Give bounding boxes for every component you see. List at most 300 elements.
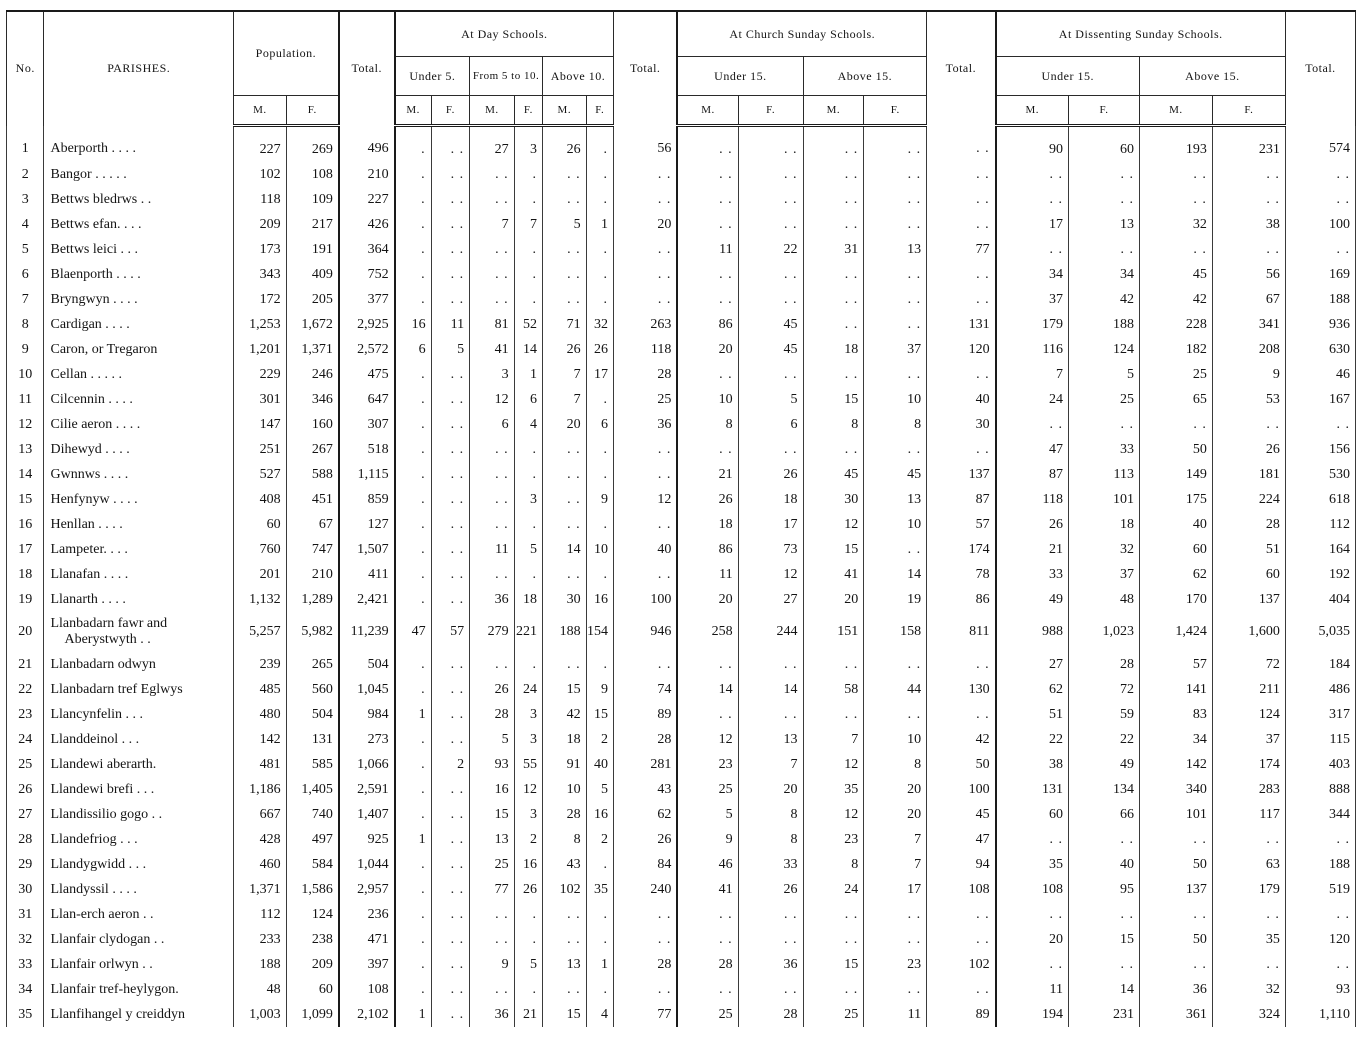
row-number: 25 (7, 752, 44, 777)
cell-cu15f: 244 (738, 612, 803, 652)
cell-pt: 426 (339, 212, 395, 237)
cell-ca15m: 30 (803, 487, 864, 512)
cell-da15m: . . (1139, 187, 1212, 212)
cell-f5f: 3 (514, 126, 542, 163)
cell-f5f: . (514, 262, 542, 287)
cell-dt: 84 (614, 852, 678, 877)
cell-a10m: 14 (543, 537, 587, 562)
cell-ca15f: . . (864, 537, 927, 562)
cell-cu15f: 18 (738, 487, 803, 512)
cell-dtt: 403 (1285, 752, 1355, 777)
cell-u5m: . (395, 977, 431, 1002)
parish-name: Llandewi brefi . . . (44, 777, 234, 802)
row-number: 28 (7, 827, 44, 852)
cell-da15m: 42 (1139, 287, 1212, 312)
cell-ca15f: . . (864, 287, 927, 312)
cell-pf: 210 (286, 562, 339, 587)
cell-u5m: . (395, 412, 431, 437)
cell-dt: . . (614, 187, 678, 212)
cell-da15f: 37 (1212, 727, 1285, 752)
cell-dtt: 156 (1285, 437, 1355, 462)
cell-ct: . . (927, 927, 996, 952)
cell-pm: 1,253 (233, 312, 286, 337)
cell-f5m: 28 (470, 702, 515, 727)
cell-ca15m: 12 (803, 802, 864, 827)
cell-u5m: . (395, 487, 431, 512)
cell-du15f: 124 (1069, 337, 1140, 362)
cell-a10m: . . (543, 237, 587, 262)
cell-ct: 108 (927, 877, 996, 902)
cell-du15m: 90 (996, 126, 1069, 163)
cell-pt: 127 (339, 512, 395, 537)
cell-dtt: 164 (1285, 537, 1355, 562)
cell-du15m: 21 (996, 537, 1069, 562)
cell-pt: 1,115 (339, 462, 395, 487)
cell-ct: . . (927, 162, 996, 187)
cell-dt: 28 (614, 727, 678, 752)
cell-u5f: . . (431, 437, 470, 462)
table-row (7, 387, 1356, 412)
cell-pm: 481 (233, 752, 286, 777)
cell-cu15f: . . (738, 652, 803, 677)
cell-du15f: 32 (1069, 537, 1140, 562)
cell-da15m: 50 (1139, 852, 1212, 877)
cell-dt: 89 (614, 702, 678, 727)
cell-du15f: 101 (1069, 487, 1140, 512)
cell-a10f: 17 (586, 362, 613, 387)
row-number: 29 (7, 852, 44, 877)
parish-name: Llanfair clydogan . . (44, 927, 234, 952)
header-day-total: Total. (614, 11, 678, 126)
cell-pf: 1,371 (286, 337, 339, 362)
cell-da15f: 9 (1212, 362, 1285, 387)
cell-ct: . . (927, 902, 996, 927)
parish-name: Llanddeinol . . . (44, 727, 234, 752)
cell-pf: 109 (286, 187, 339, 212)
cell-ca15f: 10 (864, 727, 927, 752)
cell-pm: 173 (233, 237, 286, 262)
cell-da15f: 341 (1212, 312, 1285, 337)
header-u5-m: M. (395, 96, 431, 126)
cell-da15f: . . (1212, 902, 1285, 927)
cell-ct: 78 (927, 562, 996, 587)
cell-a10m: 188 (543, 612, 587, 652)
cell-u5f: 57 (431, 612, 470, 652)
cell-a10f: 5 (586, 777, 613, 802)
row-number: 16 (7, 512, 44, 537)
cell-f5m: . . (470, 262, 515, 287)
cell-u5m: . (395, 287, 431, 312)
cell-pf: 1,405 (286, 777, 339, 802)
cell-ca15f: 44 (864, 677, 927, 702)
header-du15-m: M. (996, 96, 1069, 126)
cell-pf: 209 (286, 952, 339, 977)
cell-u5f: . . (431, 1002, 470, 1027)
cell-dt: . . (614, 652, 678, 677)
table-row (7, 702, 1356, 727)
row-number: 2 (7, 162, 44, 187)
cell-ca15f: 23 (864, 952, 927, 977)
cell-dtt: 936 (1285, 312, 1355, 337)
cell-pf: 191 (286, 237, 339, 262)
cell-u5m: 1 (395, 827, 431, 852)
header-dissenting-total: Total. (1285, 11, 1355, 126)
table-row (7, 827, 1356, 852)
cell-f5f: 5 (514, 537, 542, 562)
table-row (7, 237, 1356, 262)
cell-du15f: 28 (1069, 652, 1140, 677)
cell-pt: 496 (339, 126, 395, 163)
cell-u5m: . (395, 437, 431, 462)
row-number: 15 (7, 487, 44, 512)
cell-dtt: 93 (1285, 977, 1355, 1002)
cell-u5m: . (395, 212, 431, 237)
header-ca15-m: M. (803, 96, 864, 126)
cell-pf: 108 (286, 162, 339, 187)
cell-pt: 236 (339, 902, 395, 927)
cell-ca15m: 25 (803, 1002, 864, 1027)
cell-du15f: 188 (1069, 312, 1140, 337)
cell-f5f: . (514, 902, 542, 927)
cell-u5f: . . (431, 902, 470, 927)
table-row (7, 412, 1356, 437)
cell-u5m: . (395, 362, 431, 387)
cell-dt: 12 (614, 487, 678, 512)
cell-u5f: . . (431, 927, 470, 952)
header-under-5: Under 5. (395, 57, 470, 96)
cell-du15m: . . (996, 162, 1069, 187)
cell-u5f: . . (431, 777, 470, 802)
cell-ca15f: 8 (864, 412, 927, 437)
cell-ct: . . (927, 287, 996, 312)
cell-f5m: 41 (470, 337, 515, 362)
cell-pm: 112 (233, 902, 286, 927)
cell-dt: . . (614, 977, 678, 1002)
parish-name: Cardigan . . . . (44, 312, 234, 337)
cell-pt: 307 (339, 412, 395, 437)
header-cu15-f: F. (738, 96, 803, 126)
cell-dtt: 317 (1285, 702, 1355, 727)
cell-a10f: 154 (586, 612, 613, 652)
table-row (7, 312, 1356, 337)
cell-du15m: 51 (996, 702, 1069, 727)
table-row (7, 126, 1356, 163)
cell-ct: 137 (927, 462, 996, 487)
cell-ca15f: . . (864, 927, 927, 952)
parish-name: Caron, or Tregaron (44, 337, 234, 362)
cell-pm: 48 (233, 977, 286, 1002)
cell-dt: 36 (614, 412, 678, 437)
cell-ca15m: 23 (803, 827, 864, 852)
cell-u5m: . (395, 187, 431, 212)
cell-cu15m: . . (677, 262, 738, 287)
row-number: 18 (7, 562, 44, 587)
cell-u5f: . . (431, 652, 470, 677)
table-row (7, 262, 1356, 287)
cell-f5f: 18 (514, 587, 542, 612)
cell-a10m: 28 (543, 802, 587, 827)
cell-a10f: 2 (586, 727, 613, 752)
cell-u5m: . (395, 587, 431, 612)
cell-u5m: . (395, 652, 431, 677)
cell-f5m: 15 (470, 802, 515, 827)
cell-cu15m: 25 (677, 777, 738, 802)
cell-pf: 409 (286, 262, 339, 287)
cell-u5f: . . (431, 512, 470, 537)
cell-u5m: 6 (395, 337, 431, 362)
cell-cu15m: 20 (677, 587, 738, 612)
cell-a10m: 7 (543, 387, 587, 412)
cell-da15f: . . (1212, 412, 1285, 437)
cell-f5m: . . (470, 652, 515, 677)
cell-u5f: . . (431, 262, 470, 287)
cell-pt: 2,925 (339, 312, 395, 337)
cell-u5f: . . (431, 387, 470, 412)
cell-dtt: . . (1285, 237, 1355, 262)
cell-a10m: . . (543, 562, 587, 587)
cell-a10m: 20 (543, 412, 587, 437)
cell-cu15f: . . (738, 212, 803, 237)
cell-dt: 62 (614, 802, 678, 827)
cell-a10m: . . (543, 437, 587, 462)
row-number: 13 (7, 437, 44, 462)
cell-pf: 560 (286, 677, 339, 702)
cell-u5m: . (395, 777, 431, 802)
cell-u5m: . (395, 462, 431, 487)
cell-cu15m: 18 (677, 512, 738, 537)
cell-ca15m: . . (803, 187, 864, 212)
cell-ca15m: 12 (803, 752, 864, 777)
cell-da15f: 181 (1212, 462, 1285, 487)
cell-da15m: . . (1139, 952, 1212, 977)
cell-pf: 269 (286, 126, 339, 163)
cell-du15m: 24 (996, 387, 1069, 412)
parish-name: Llandewi aberarth. (44, 752, 234, 777)
cell-du15f: 40 (1069, 852, 1140, 877)
cell-pm: 172 (233, 287, 286, 312)
cell-f5f: 6 (514, 387, 542, 412)
cell-ca15f: . . (864, 362, 927, 387)
cell-ct: 47 (927, 827, 996, 852)
cell-cu15m: 25 (677, 1002, 738, 1027)
cell-f5f: 3 (514, 702, 542, 727)
cell-f5m: . . (470, 187, 515, 212)
cell-f5f: 14 (514, 337, 542, 362)
table-row (7, 162, 1356, 187)
cell-f5m: 27 (470, 126, 515, 163)
cell-dtt: 530 (1285, 462, 1355, 487)
cell-du15m: 38 (996, 752, 1069, 777)
cell-du15m: 47 (996, 437, 1069, 462)
cell-pf: 205 (286, 287, 339, 312)
cell-ca15m: 15 (803, 387, 864, 412)
parish-name: Bettws leici . . . (44, 237, 234, 262)
cell-da15f: 60 (1212, 562, 1285, 587)
cell-ca15m: . . (803, 126, 864, 163)
cell-f5m: 25 (470, 852, 515, 877)
table-row (7, 852, 1356, 877)
cell-dtt: 169 (1285, 262, 1355, 287)
cell-ct: 87 (927, 487, 996, 512)
table-row (7, 537, 1356, 562)
cell-dt: 240 (614, 877, 678, 902)
cell-da15f: . . (1212, 952, 1285, 977)
cell-a10f: . (586, 927, 613, 952)
cell-cu15f: 8 (738, 802, 803, 827)
parish-name: Aberporth . . . . (44, 126, 234, 163)
cell-ca15f: 17 (864, 877, 927, 902)
cell-f5f: . (514, 237, 542, 262)
row-number: 14 (7, 462, 44, 487)
table-row (7, 902, 1356, 927)
parish-name-line-2: Aberystwyth . . (64, 632, 151, 647)
cell-a10f: . (586, 512, 613, 537)
cell-cu15m: . . (677, 977, 738, 1002)
cell-u5f: . . (431, 162, 470, 187)
cell-u5m: . (395, 802, 431, 827)
cell-f5m: 279 (470, 612, 515, 652)
cell-cu15f: 33 (738, 852, 803, 877)
cell-ct: . . (927, 262, 996, 287)
table-row (7, 362, 1356, 387)
cell-pf: 1,289 (286, 587, 339, 612)
cell-f5m: . . (470, 162, 515, 187)
cell-du15f: 231 (1069, 1002, 1140, 1027)
cell-du15m: 35 (996, 852, 1069, 877)
cell-pt: 1,045 (339, 677, 395, 702)
cell-ca15m: 41 (803, 562, 864, 587)
cell-f5m: 16 (470, 777, 515, 802)
row-number: 21 (7, 652, 44, 677)
cell-du15f: . . (1069, 902, 1140, 927)
cell-u5m: . (395, 902, 431, 927)
parish-name: Bryngwyn . . . . (44, 287, 234, 312)
cell-a10m: . . (543, 187, 587, 212)
header-population-total: Total. (339, 11, 395, 126)
row-number: 3 (7, 187, 44, 212)
cell-a10m: 42 (543, 702, 587, 727)
cell-pm: 60 (233, 512, 286, 537)
cell-da15f: 28 (1212, 512, 1285, 537)
cell-cu15m: 86 (677, 537, 738, 562)
cell-pf: 585 (286, 752, 339, 777)
table-row (7, 212, 1356, 237)
cell-pm: 188 (233, 952, 286, 977)
cell-dtt: 486 (1285, 677, 1355, 702)
cell-da15f: 51 (1212, 537, 1285, 562)
parish-name: Henfynyw . . . . (44, 487, 234, 512)
cell-dtt: 184 (1285, 652, 1355, 677)
cell-f5m: 13 (470, 827, 515, 852)
cell-ct: . . (927, 437, 996, 462)
cell-ca15m: 24 (803, 877, 864, 902)
cell-du15m: 34 (996, 262, 1069, 287)
cell-du15f: 48 (1069, 587, 1140, 612)
cell-f5f: . (514, 927, 542, 952)
cell-pf: 238 (286, 927, 339, 952)
cell-pm: 209 (233, 212, 286, 237)
cell-ca15f: . . (864, 187, 927, 212)
cell-u5f: 11 (431, 312, 470, 337)
header-dissenting-above-15: Above 15. (1139, 57, 1285, 96)
table-row (7, 462, 1356, 487)
cell-f5m: . . (470, 512, 515, 537)
header-church-sunday: At Church Sunday Schools. (677, 11, 926, 57)
cell-ca15m: 20 (803, 587, 864, 612)
cell-cu15f: 45 (738, 337, 803, 362)
cell-pm: 343 (233, 262, 286, 287)
cell-dt: 28 (614, 362, 678, 387)
cell-u5f: . . (431, 702, 470, 727)
cell-dtt: 888 (1285, 777, 1355, 802)
cell-a10m: 5 (543, 212, 587, 237)
cell-u5f: . . (431, 126, 470, 163)
cell-f5f: . (514, 562, 542, 587)
cell-da15m: . . (1139, 827, 1212, 852)
cell-dtt: 618 (1285, 487, 1355, 512)
cell-da15f: 208 (1212, 337, 1285, 362)
cell-dt: 100 (614, 587, 678, 612)
cell-du15m: . . (996, 827, 1069, 852)
table-row (7, 287, 1356, 312)
cell-dtt: . . (1285, 827, 1355, 852)
cell-du15m: 87 (996, 462, 1069, 487)
cell-a10f: 26 (586, 337, 613, 362)
parish-name: Llanafan . . . . (44, 562, 234, 587)
statistics-sheet (6, 10, 1356, 1050)
cell-pt: 518 (339, 437, 395, 462)
cell-cu15f: 45 (738, 312, 803, 337)
table-row (7, 977, 1356, 1002)
cell-u5f: . . (431, 877, 470, 902)
cell-a10m: . . (543, 977, 587, 1002)
cell-pt: 1,066 (339, 752, 395, 777)
cell-ca15m: . . (803, 162, 864, 187)
cell-du15f: 72 (1069, 677, 1140, 702)
cell-pm: 1,201 (233, 337, 286, 362)
header-da15-m: M. (1139, 96, 1212, 126)
parish-name: Llan-erch aeron . . (44, 902, 234, 927)
table-row (7, 562, 1356, 587)
cell-a10f: . (586, 162, 613, 187)
cell-f5f: 7 (514, 212, 542, 237)
cell-ca15f: . . (864, 902, 927, 927)
cell-f5f: 24 (514, 677, 542, 702)
row-number: 30 (7, 877, 44, 902)
cell-f5m: . . (470, 462, 515, 487)
table-row (7, 587, 1356, 612)
cell-f5f: 2 (514, 827, 542, 852)
cell-ca15f: 20 (864, 777, 927, 802)
cell-dtt: 519 (1285, 877, 1355, 902)
parish-name: Gwnnws . . . . (44, 462, 234, 487)
cell-dtt: 115 (1285, 727, 1355, 752)
cell-a10m: . . (543, 902, 587, 927)
cell-ct: . . (927, 212, 996, 237)
cell-u5f: . . (431, 587, 470, 612)
cell-du15m: 37 (996, 287, 1069, 312)
header-dissenting-sunday: At Dissenting Sunday Schools. (996, 11, 1286, 57)
cell-f5f: 1 (514, 362, 542, 387)
cell-a10f: . (586, 652, 613, 677)
cell-ct: . . (927, 702, 996, 727)
cell-cu15f: . . (738, 902, 803, 927)
cell-dt: . . (614, 562, 678, 587)
header-church-total: Total. (927, 11, 996, 126)
cell-da15f: 67 (1212, 287, 1285, 312)
cell-du15f: 15 (1069, 927, 1140, 952)
cell-da15m: . . (1139, 412, 1212, 437)
